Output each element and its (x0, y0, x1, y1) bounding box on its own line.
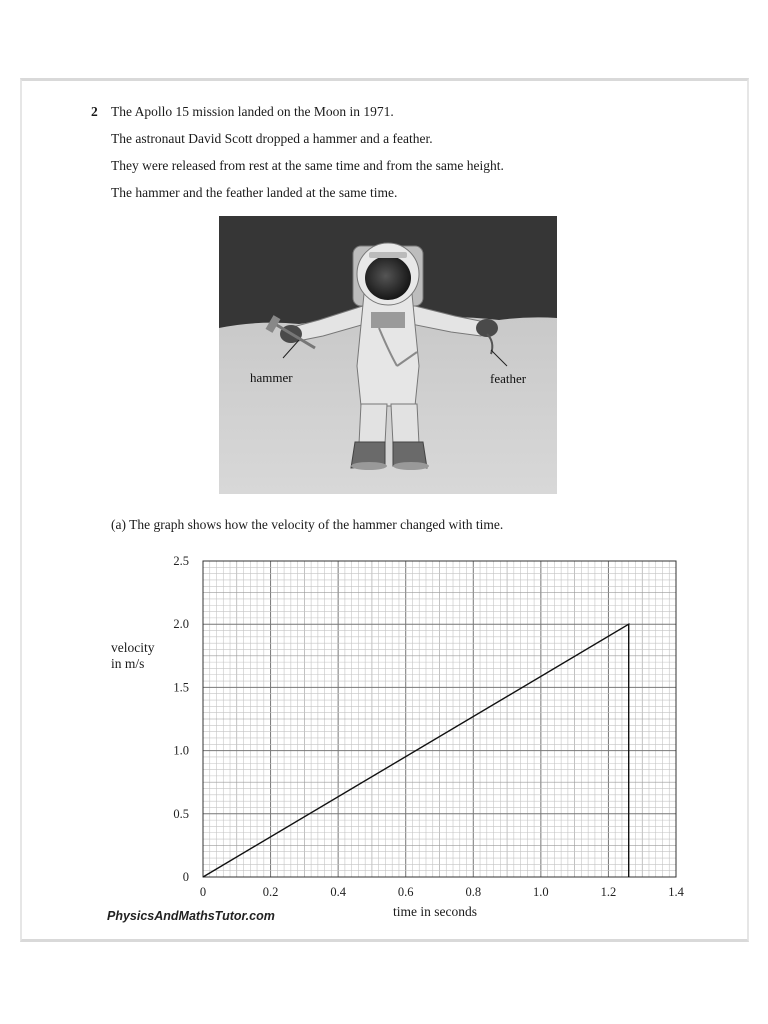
y-tick-label: 1.0 (173, 743, 189, 758)
x-tick-label: 0.2 (262, 885, 279, 899)
feather-label: feather (490, 371, 527, 386)
x-tick-label: 1.0 (533, 885, 549, 899)
y-tick-label: 1.5 (173, 680, 189, 695)
astronaut-illustration (219, 216, 557, 494)
question-number: 2 (91, 104, 98, 119)
y-axis-label-line-1: velocity (111, 640, 155, 655)
x-tick-label: 0.4 (330, 885, 346, 899)
y-tick-label: 0 (182, 870, 189, 884)
x-tick-label: 0.8 (465, 885, 482, 899)
astronaut-photo (219, 216, 557, 494)
x-tick-label: 1.2 (600, 885, 617, 899)
x-tick-label: 0.6 (397, 885, 414, 899)
y-tick-label: 2.5 (173, 554, 189, 568)
part-a-text: (a) The graph shows how the velocity of the hammer changed with time. (111, 517, 504, 532)
x-tick-label: 0 (199, 885, 207, 899)
question-line-3: They were released from rest at the same time and from the same height. (111, 158, 504, 173)
hammer-label: hammer (250, 370, 293, 385)
question-line-1: The Apollo 15 mission landed on the Moon in 1971. (111, 104, 394, 119)
y-tick-label: 0.5 (173, 806, 189, 821)
y-tick-label: 2.0 (173, 617, 189, 632)
question-line-4: The hammer and the feather landed at the same time. (111, 185, 398, 200)
x-tick-label: 1.4 (668, 885, 684, 899)
velocity-time-graph (100, 550, 700, 930)
x-axis-label: time in seconds (393, 904, 477, 919)
footer-brand: PhysicsAndMathsTutor.com (107, 909, 275, 923)
graph-svg (100, 550, 700, 930)
question-line-2: The astronaut David Scott dropped a hammer and a feather. (111, 131, 433, 146)
y-axis-label-line-2: in m/s (111, 656, 145, 671)
